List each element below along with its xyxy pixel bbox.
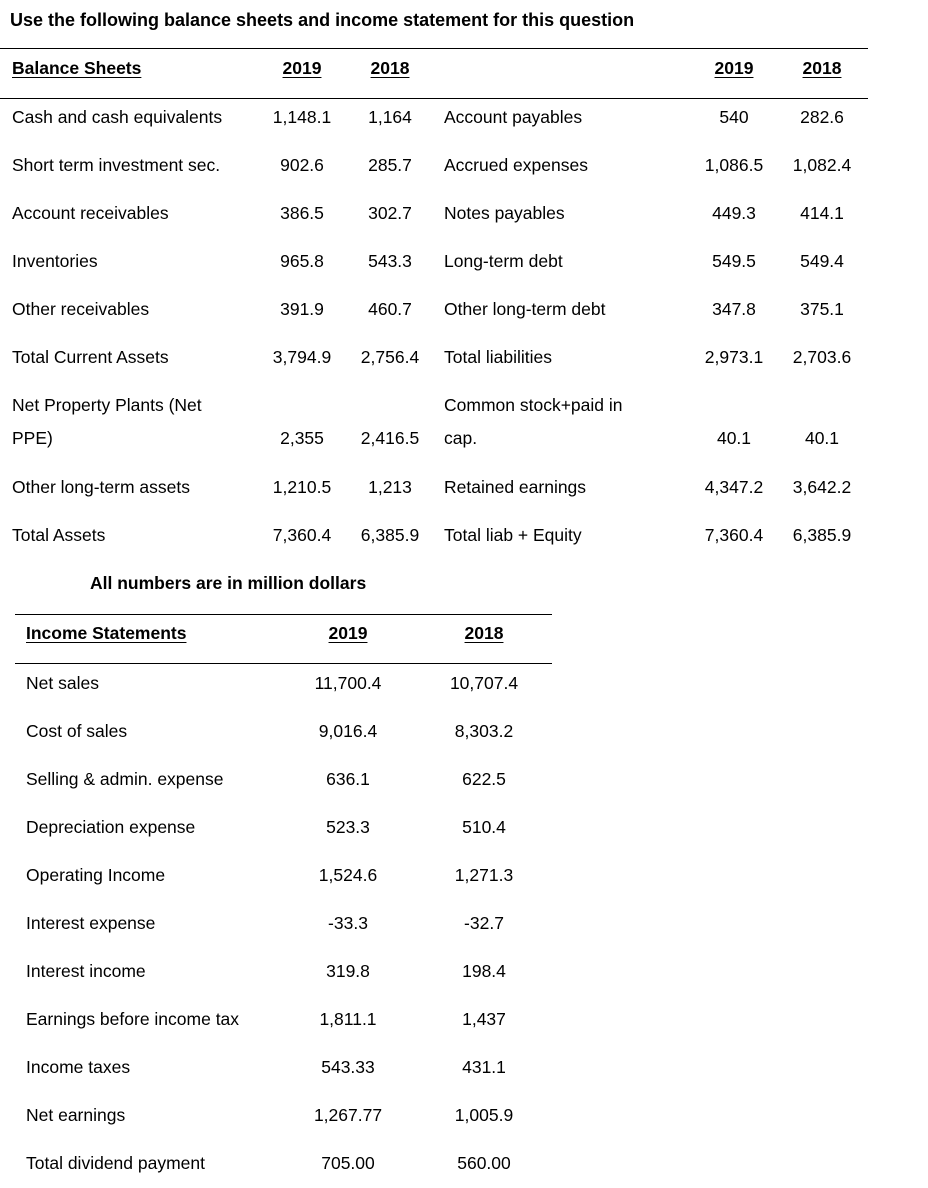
income-row-label: Operating Income (26, 865, 166, 885)
income-row-value-2019: 1,524.6 (318, 865, 378, 885)
asset-value-2018: 6,385.9 (360, 525, 420, 545)
income-row-value-2018: 10,707.4 (449, 673, 519, 693)
asset-value-2018: 1,164 (368, 107, 412, 127)
balance-sheet-header-liab-2018: 2018 (802, 58, 842, 78)
balance-sheet-top-rule (0, 48, 868, 49)
income-row-value-2019: 1,267.77 (313, 1105, 383, 1125)
asset-value-2018: 460.7 (368, 299, 412, 319)
liability-value-2019: 540 (719, 107, 749, 127)
income-statement-header-2018: 2018 (464, 623, 504, 643)
asset-label: Inventories (12, 251, 98, 271)
liability-value-2019: 347.8 (712, 299, 756, 319)
income-row-value-2019: 319.8 (326, 961, 370, 981)
liability-value-2018: 414.1 (800, 203, 844, 223)
income-row-label: Interest income (26, 961, 146, 981)
asset-label: Other receivables (12, 299, 150, 319)
liability-value-2019: 1,086.5 (704, 155, 764, 175)
asset-value-2019: 7,360.4 (272, 525, 332, 545)
liability-value-2019: 4,347.2 (704, 477, 764, 497)
liability-value-2018: 549.4 (800, 251, 844, 271)
income-row-value-2018: 510.4 (462, 817, 506, 837)
income-row-value-2019: 543.33 (321, 1057, 375, 1077)
liability-value-2018: 40.1 (804, 428, 840, 448)
income-row-value-2018: 622.5 (462, 769, 506, 789)
asset-value-2019: 965.8 (280, 251, 324, 271)
liability-label: Account payables (444, 107, 583, 127)
income-row-value-2019: 9,016.4 (318, 721, 378, 741)
income-row-label: Cost of sales (26, 721, 128, 741)
liability-label-line2: cap. (444, 428, 478, 448)
liability-value-2019: 449.3 (712, 203, 756, 223)
liability-label-line1: Common stock+paid in (444, 395, 623, 415)
liability-value-2018: 282.6 (800, 107, 844, 127)
income-row-value-2019: 636.1 (326, 769, 370, 789)
income-row-value-2018: 8,303.2 (454, 721, 514, 741)
page-title: Use the following balance sheets and income statement for this question (10, 10, 635, 30)
income-row-label: Earnings before income tax (26, 1009, 240, 1029)
balance-sheet-header: Balance Sheets (12, 58, 142, 78)
liability-label: Accrued expenses (444, 155, 588, 175)
asset-value-2019: 2,355 (280, 428, 324, 448)
asset-label: Short term investment sec. (12, 155, 221, 175)
balance-sheet-header-assets-2018: 2018 (370, 58, 410, 78)
asset-value-2018: 285.7 (368, 155, 412, 175)
income-statement-top-rule (15, 614, 552, 615)
income-row-value-2018: 560.00 (457, 1153, 511, 1173)
asset-value-2019: 3,794.9 (272, 347, 332, 367)
liability-label: Total liabilities (444, 347, 552, 367)
liability-value-2019: 549.5 (712, 251, 756, 271)
balance-sheet-header-liab-2019: 2019 (714, 58, 754, 78)
liability-value-2019: 2,973.1 (704, 347, 764, 367)
income-row-value-2018: 431.1 (462, 1057, 506, 1077)
asset-value-2018: 2,756.4 (360, 347, 420, 367)
asset-value-2018: 543.3 (368, 251, 412, 271)
asset-label-line2: PPE) (12, 428, 53, 448)
liability-label: Long-term debt (444, 251, 563, 271)
income-row-value-2019: 705.00 (321, 1153, 375, 1173)
asset-label: Total Assets (12, 525, 106, 545)
income-row-value-2018: -32.7 (464, 913, 504, 933)
income-row-value-2019: 11,700.4 (314, 673, 382, 693)
balance-sheet-header-assets-2019: 2019 (282, 58, 322, 78)
asset-value-2018: 302.7 (368, 203, 412, 223)
income-row-label: Depreciation expense (26, 817, 196, 837)
liability-value-2018: 6,385.9 (792, 525, 852, 545)
liability-label: Total liab + Equity (444, 525, 582, 545)
liability-value-2018: 375.1 (800, 299, 844, 319)
income-row-value-2018: 198.4 (462, 961, 506, 981)
asset-label-line1: Net Property Plants (Net (12, 395, 202, 415)
liability-value-2018: 3,642.2 (792, 477, 852, 497)
asset-value-2019: 1,148.1 (272, 107, 332, 127)
asset-value-2019: 902.6 (280, 155, 324, 175)
asset-value-2019: 391.9 (280, 299, 324, 319)
asset-value-2018: 1,213 (368, 477, 412, 497)
income-row-label: Interest expense (26, 913, 156, 933)
income-row-label: Net sales (26, 673, 99, 693)
income-row-label: Income taxes (26, 1057, 131, 1077)
income-row-value-2018: 1,005.9 (454, 1105, 514, 1125)
asset-value-2019: 1,210.5 (272, 477, 332, 497)
income-statement-header-rule (15, 663, 552, 664)
income-statement-header-2019: 2019 (328, 623, 368, 643)
income-row-label: Net earnings (26, 1105, 126, 1125)
liability-label: Other long-term debt (444, 299, 606, 319)
asset-label: Cash and cash equivalents (12, 107, 223, 127)
balance-sheet-header-rule (0, 98, 868, 99)
liability-value-2018: 1,082.4 (792, 155, 852, 175)
income-row-value-2019: -33.3 (328, 913, 368, 933)
income-row-value-2018: 1,271.3 (454, 865, 514, 885)
income-row-value-2019: 523.3 (326, 817, 370, 837)
income-row-value-2019: 1,811.1 (319, 1009, 377, 1029)
asset-label: Account receivables (12, 203, 169, 223)
liability-value-2019: 7,360.4 (704, 525, 764, 545)
income-row-value-2018: 1,437 (462, 1009, 506, 1029)
income-statement-header: Income Statements (26, 623, 187, 643)
liability-value-2018: 2,703.6 (792, 347, 852, 367)
asset-label: Other long-term assets (12, 477, 190, 497)
asset-label: Total Current Assets (12, 347, 169, 367)
asset-value-2018: 2,416.5 (360, 428, 420, 448)
liability-label: Retained earnings (444, 477, 587, 497)
liability-label: Notes payables (444, 203, 565, 223)
income-row-label: Total dividend payment (26, 1153, 205, 1173)
income-row-label: Selling & admin. expense (26, 769, 224, 789)
asset-value-2019: 386.5 (280, 203, 324, 223)
liability-value-2019: 40.1 (716, 428, 752, 448)
units-note: All numbers are in million dollars (90, 573, 367, 593)
